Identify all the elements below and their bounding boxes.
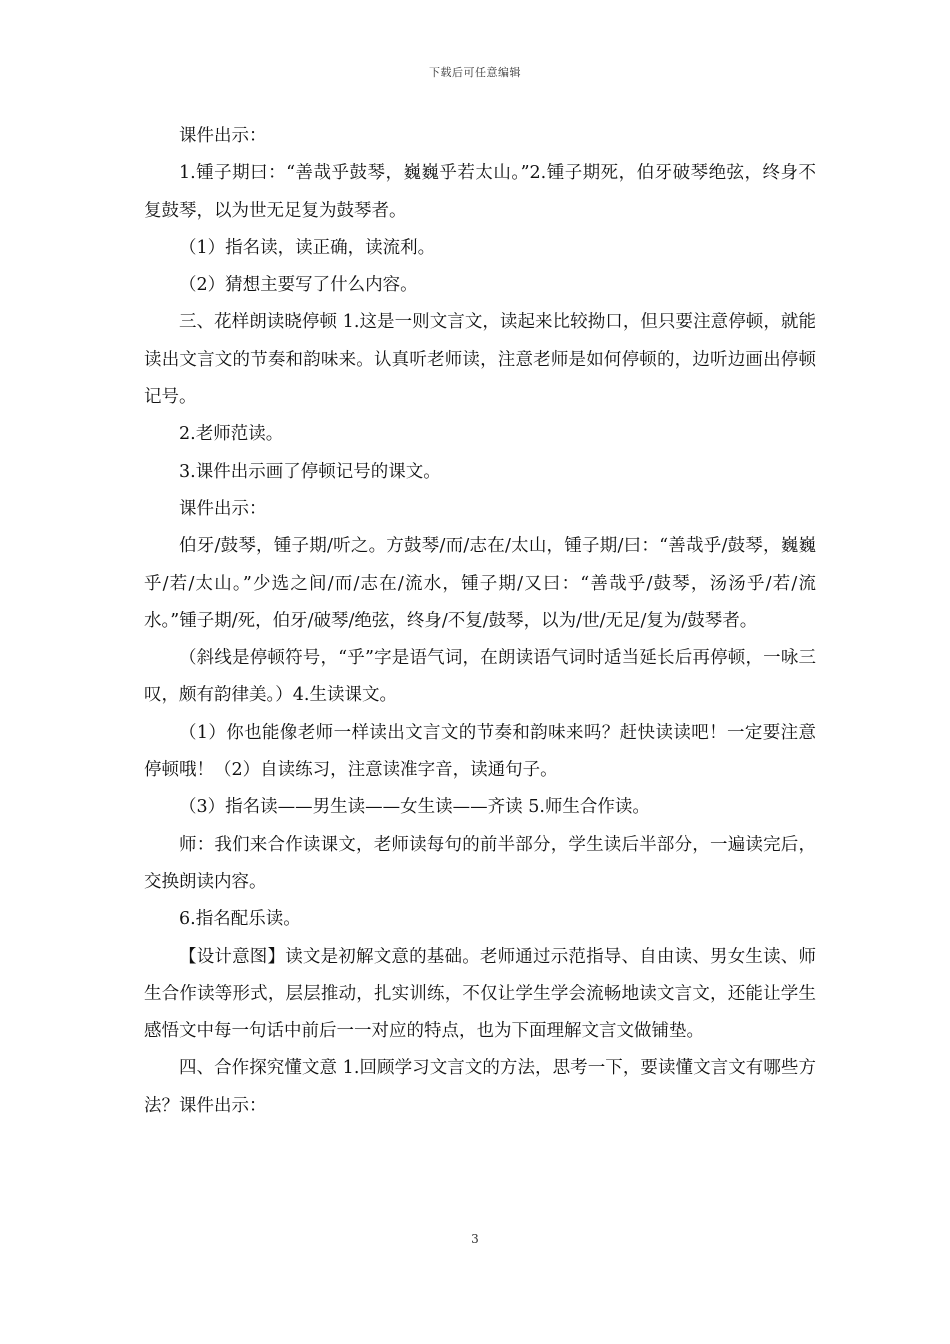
paragraph-design-intent: 【设计意图】读文是初解文意的基础。老师通过示范指导、自由读、男女生读、师生合作读等形式，层层推动，扎实训练，不仅让学生学会流畅地读文言文，还能让学生感悟文中每一句话中前后一一对应的特点，也为下面理解文言文做铺垫。 [144, 946, 816, 1042]
paragraph-section-three: 三、花样朗读晓停顿 1.这是一则文言文，读起来比较拗口，但只要注意停顿，就能读出文言文的节奏和韵味来。认真听老师读，注意老师是如何停顿的，边听边画出停顿记号。 [144, 312, 816, 408]
paragraph-show-pause-marks: 3.课件出示画了停顿记号的课文。 [179, 461, 441, 482]
page-number: 3 [471, 1232, 479, 1246]
paragraph-step-read-aloud: （1）指名读，读正确，读流利。 [179, 237, 436, 258]
page-header: 下载后可任意编辑 [429, 66, 521, 79]
paragraph-marked-text: 伯牙/鼓琴，锺子期/听之。方鼓琴/而/志在/太山，锺子期/曰：“善哉乎/鼓琴，巍巍乎/若/太山。”少选之间/而/志在/流水，锺子期/又曰：“善哉乎/鼓琴，汤汤乎/若/流水。”锺子期/死，伯牙/破琴/绝弦，终身/不复/鼓琴，以为/世/无足/复为/鼓琴者。 [144, 536, 816, 631]
paragraph-group-reading: （3）指名读——男生读——女生读——齐读 5.师生合作读。 [179, 797, 650, 818]
paragraph-section-four: 四、合作探究懂文意 1.回顾学习文言文的方法，思考一下，要读懂文言文有哪些方法？课件出示： [144, 1058, 816, 1116]
paragraph-quote-excerpt: 1.锺子期曰：“善哉乎鼓琴，巍巍乎若太山。”2.锺子期死，伯牙破琴绝弦，终身不复鼓琴，以为世无足复为鼓琴者。 [144, 163, 816, 221]
paragraph-teacher-demo: 2.老师范读。 [179, 424, 284, 445]
paragraph-courseware-label-1: 课件出示： [179, 126, 267, 146]
paragraph-self-reading: （1）你也能像老师一样读出文言文的节奏和韵味来吗？赶快读读吧！一定要注意停顿哦！（2）自读练习，注意读准字音，读通句子。 [144, 722, 816, 781]
paragraph-cooperative-reading: 师：我们来合作读课文，老师读每句的前半部分，学生读后半部分，一遍读完后，交换朗读内容。 [144, 834, 816, 892]
paragraph-step-guess-content: （2）猜想主要写了什么内容。 [179, 275, 418, 296]
document-body [144, 118, 816, 1125]
paragraph-music-reading: 6.指名配乐读。 [179, 909, 301, 930]
paragraph-courseware-label-2: 课件出示： [179, 498, 267, 519]
paragraph-pause-note: （斜线是停顿符号，“乎”字是语气词，在朗读语气词时适当延长后再停顿，一咏三叹，颇有韵律美。）4.生读课文。 [144, 648, 816, 706]
